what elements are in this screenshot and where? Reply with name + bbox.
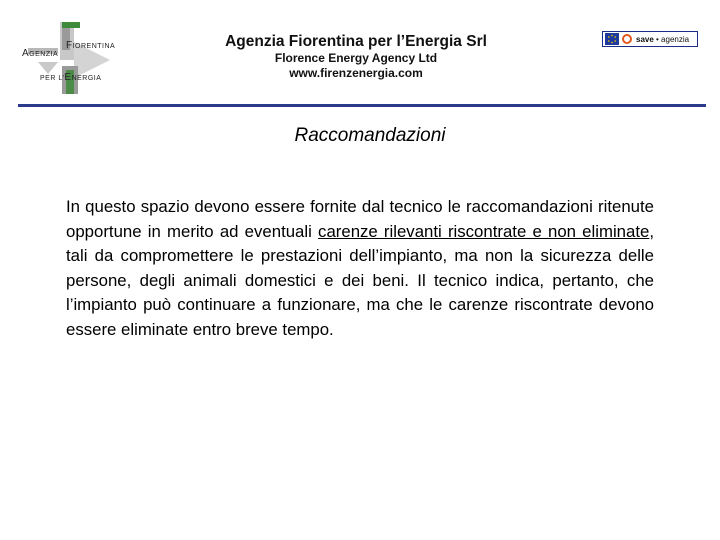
logo-text-line2: FIORENTINA xyxy=(66,40,116,51)
save-agenzia-badge xyxy=(602,31,698,47)
logo-text-line3: PER L’ENERGIA xyxy=(40,72,102,83)
header-divider xyxy=(18,104,706,107)
organization-name-english: Florence Energy Agency Ltd xyxy=(274,51,438,65)
body-text-part1: In questo spazio devono essere fornite dal tecnico le raccomandazioni ritenute opportune in merito ad eventuali xyxy=(66,197,654,241)
eu-flag-icon xyxy=(605,33,619,45)
body-text-underlined: carenze rilevanti riscontrate e non eliminate xyxy=(318,221,650,241)
agency-logo xyxy=(18,20,118,96)
organization-name: Agenzia Fiorentina per l’Energia Srl xyxy=(225,33,487,50)
body-paragraph xyxy=(66,195,654,342)
website-address: www.firenzenergia.com xyxy=(289,66,423,80)
body-text-part2: , tali da compromettere le prestazioni dell’impianto, ma non la sicurezza delle persone, degli animali domestici e dei beni. Il tecnico indica, pertanto, che l’impianto può continuare a funzionare, ma che le carenze riscontrate devono essere eliminate entro breve tempo. xyxy=(66,221,655,339)
slide-title: Raccomandazioni xyxy=(294,125,446,146)
save-badge-label: save • agenzia xyxy=(636,34,690,44)
logo-text-line1: AGENZIA xyxy=(22,48,59,59)
save-logo-icon xyxy=(622,34,632,44)
letterhead xyxy=(200,32,512,81)
